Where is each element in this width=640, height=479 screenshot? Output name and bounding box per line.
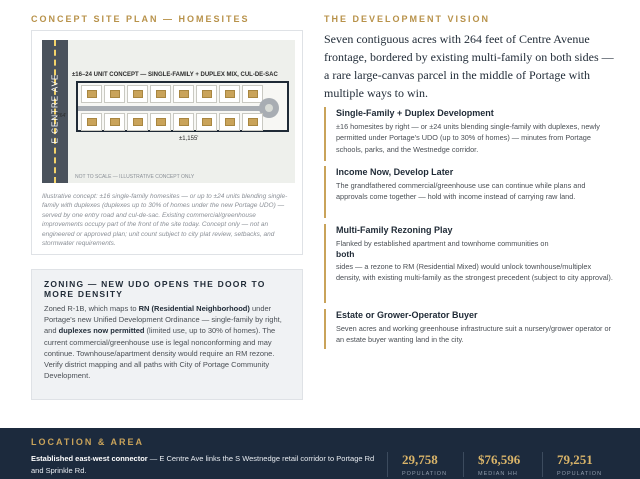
option-body bbox=[336, 238, 614, 284]
house-icon bbox=[133, 118, 143, 126]
option-title: Estate or Grower-Operator Buyer bbox=[336, 310, 478, 320]
house-icon bbox=[225, 90, 235, 98]
house-icon bbox=[110, 90, 120, 98]
road-label: E CENTRE AVE bbox=[50, 73, 60, 144]
lot bbox=[81, 113, 102, 131]
interior-street bbox=[78, 106, 268, 111]
option-card bbox=[324, 224, 614, 303]
zoning-card bbox=[31, 269, 303, 400]
stat-label: POPULATION bbox=[402, 471, 448, 477]
lot bbox=[196, 85, 217, 103]
lot bbox=[150, 85, 171, 103]
stat-value: 29,758 bbox=[402, 452, 438, 467]
stat-block bbox=[387, 452, 463, 477]
cul-de-sac-island bbox=[265, 104, 273, 112]
option-body: The grandfathered commercial/greenhouse use can continue while plans and approvals come together — hold with income instead of carrying raw land. bbox=[336, 181, 586, 202]
depth-label: ±1,155' bbox=[179, 136, 199, 142]
not-to-scale-note: NOT TO SCALE — ILLUSTRATIVE CONCEPT ONLY bbox=[75, 174, 195, 180]
option-body-bold: both bbox=[336, 249, 355, 260]
house-icon bbox=[156, 118, 166, 126]
house-icon bbox=[87, 90, 97, 98]
zoning-district: RN (Residential Neighborhood) bbox=[138, 304, 250, 313]
location-bold: Established east-west connector bbox=[31, 454, 148, 463]
zoning-text: (limited use, up to 30% of homes). The current commercial/greenhouse use is legal nonconforming and may continue. Townhouse/apartment density would require an RM rezone. Verify district mapping and all paths with City of Portage Community Development. bbox=[44, 326, 276, 381]
lot bbox=[150, 113, 171, 131]
option-title: Income Now, Develop Later bbox=[336, 167, 454, 177]
site-plan-eyebrow: CONCEPT SITE PLAN — HOMESITES bbox=[31, 14, 250, 24]
zoning-body bbox=[44, 303, 290, 381]
zoning-heading: ZONING — NEW UDO OPENS THE DOOR TO MORE DENSITY bbox=[44, 279, 266, 299]
option-body-text: Flanked by established apartment and townhome communities on bbox=[336, 239, 549, 248]
site-plan-card bbox=[31, 30, 303, 255]
option-card bbox=[324, 309, 614, 349]
vision-lead: Seven contiguous acres with 264 feet of Centre Avenue frontage, bordered by existing multi-family on both sides — a rare large-canvas parcel in the middle of Portage with multiple ways to win. bbox=[324, 32, 614, 100]
lot bbox=[196, 113, 217, 131]
frontage-label: 264' bbox=[57, 113, 67, 119]
plan-title: ±16–24 UNIT CONCEPT — SINGLE-FAMILY + DUPLEX MIX, CUL-DE-SAC bbox=[72, 72, 278, 78]
lot bbox=[127, 113, 148, 131]
house-icon bbox=[87, 118, 97, 126]
centre-ave-road bbox=[42, 40, 68, 183]
lot bbox=[81, 85, 102, 103]
stat-value: 79,251 bbox=[557, 452, 593, 467]
stat-label: MEDIAN HH bbox=[478, 471, 518, 477]
option-card bbox=[324, 107, 614, 161]
option-title: Multi-Family Rezoning Play bbox=[336, 225, 453, 235]
zoning-duplex: duplexes now permitted bbox=[58, 326, 145, 336]
location-footer bbox=[0, 428, 640, 479]
location-eyebrow: LOCATION & AREA bbox=[31, 437, 144, 447]
house-icon bbox=[248, 118, 258, 126]
lot bbox=[219, 85, 240, 103]
stat-label: POPULATION bbox=[557, 471, 603, 477]
lot bbox=[104, 85, 125, 103]
stat-block bbox=[463, 452, 539, 477]
parcel-outline bbox=[76, 81, 289, 132]
house-icon bbox=[248, 90, 258, 98]
site-plan-illustration bbox=[42, 40, 295, 183]
option-body: Seven acres and working greenhouse infrastructure suit a nursery/grower operator or an estate buyer wanting land in the city. bbox=[336, 324, 611, 345]
vision-eyebrow: THE DEVELOPMENT VISION bbox=[324, 14, 491, 24]
stat-block bbox=[542, 452, 618, 477]
option-body-text: sides — a rezone to RM (Residential Mixed) would unlock townhouse/multiplex density, with existing multi-family as the strongest precedent (subject to city approval). bbox=[336, 261, 613, 283]
lot bbox=[242, 113, 263, 131]
option-card bbox=[324, 166, 614, 218]
lot bbox=[104, 113, 125, 131]
lot bbox=[219, 113, 240, 131]
zoning-text: Zoned R-1B, which maps to bbox=[44, 304, 139, 313]
house-icon bbox=[179, 90, 189, 98]
lot bbox=[242, 85, 263, 103]
zoning-text: under Portage's new Unified Development Ordinance — single-family by right, and bbox=[44, 304, 282, 336]
location-body: — E Centre Ave links the S Westnedge retail corridor to Portage Rd and Sprinkle Rd. bbox=[31, 454, 375, 475]
option-body: ±16 homesites by right — or ±24 units blending single-family with duplexes, newly permitted under Portage's UDO (up to 30% of homes) — minutes from Portage schools, parks, and the Westnedge corridor. bbox=[336, 122, 600, 154]
house-icon bbox=[202, 90, 212, 98]
site-plan-caption: Illustrative concept: ±16 single-family homesites — or up to ±24 units blending single-family with duplexes (duplexes up to 30% of homes under the new Portage UDO) — served by one entry road and cul-de-sac. Existing commercial/greenhouse improvements occupy part of the front of the site today. Concept only — not an engineered or approved plan; unit count subject to city plat review, setbacks, and stormwater requirements. bbox=[42, 193, 288, 248]
house-icon bbox=[179, 118, 189, 126]
option-title: Single-Family + Duplex Development bbox=[336, 108, 494, 118]
lot bbox=[173, 113, 194, 131]
house-icon bbox=[133, 90, 143, 98]
stat-value: $76,596 bbox=[478, 452, 521, 467]
house-icon bbox=[156, 90, 166, 98]
location-text bbox=[31, 453, 381, 477]
lot bbox=[173, 85, 194, 103]
lot bbox=[127, 85, 148, 103]
house-icon bbox=[110, 118, 120, 126]
house-icon bbox=[225, 118, 235, 126]
house-icon bbox=[202, 118, 212, 126]
